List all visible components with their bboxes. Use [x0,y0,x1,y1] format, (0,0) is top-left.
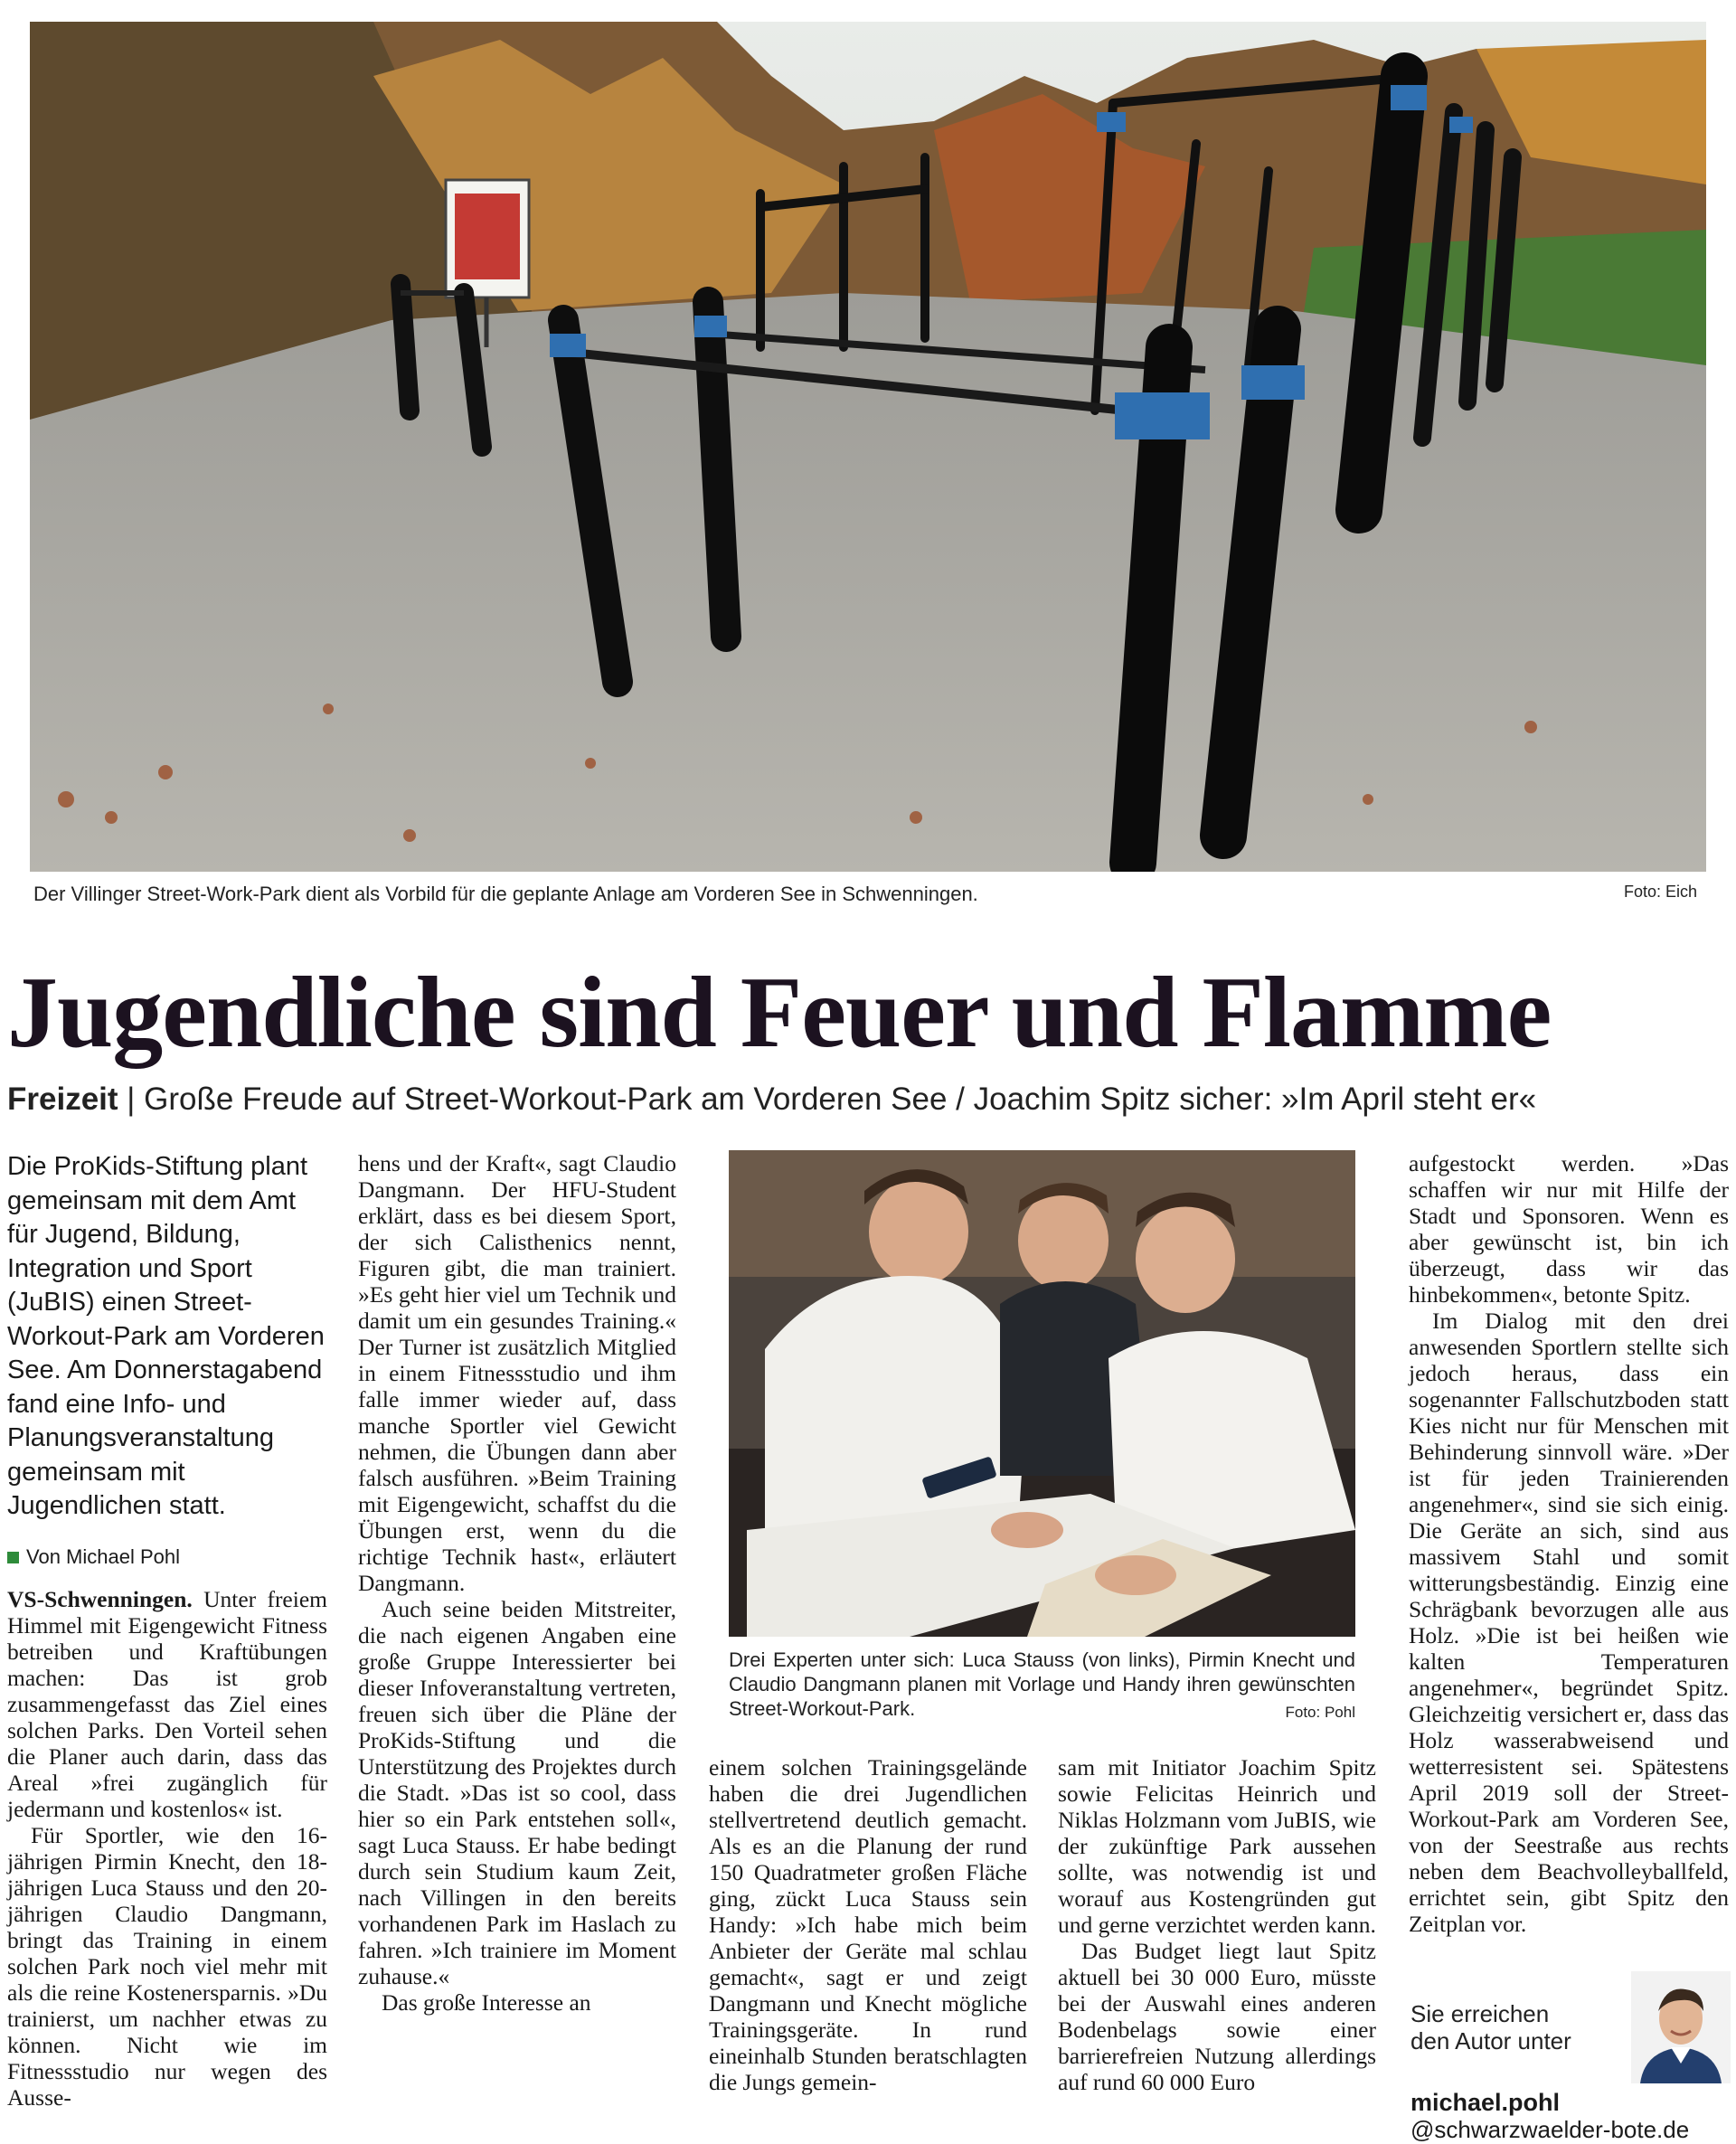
author-contact-prompt [1410,2000,1571,2054]
article-subline [7,1081,1725,1118]
author-email-name[interactable]: michael.pohl [1410,2089,1561,2116]
inset-photo [729,1150,1355,1637]
section-kicker: Freizeit [7,1081,118,1117]
paragraph: Für Sportler, wie den 16-jährigen Pirmin Knecht, den 18-jährigen Luca Stauss und den 20-jährigen Claudio Dangmann, bringt das Training in einem solchen Park noch viel mehr mit als die reine Kostenersparnis. »Du trainierst, um nachher etwas zu können. Nicht wie im Fitnessstudio nur wegen des Ausse- [7,1821,327,2111]
author-contact-line-2: den Autor unter [1410,2027,1571,2054]
article-column-5 [1409,1150,1729,1937]
main-photo [30,22,1706,872]
paragraph: Das große Interesse an [382,1989,591,2016]
article-column-4 [1058,1754,1376,2095]
three-young-men-illustration [729,1150,1355,1637]
paragraph: einem solchen Trainingsgelände haben die drei Jugendlichen stellvertretend deutlich gemacht. Als es an die Planung der rund 150 Quadratmeter großen Fläche ging, zückt Luca Stauss sein Handy: »Ich habe mich beim Anbieter der Geräte mal schlau gemacht«, sagt er und zeigt Dangmann und Knecht mögliche Trainingsgeräte. In rund eineinhalb Stunden beratschlagten die Jungs gemein- [709,1754,1027,2095]
article-column-1 [7,1150,327,2111]
paragraph: Auch seine beiden Mitstreiter, die nach eigenen Angaben eine große Gruppe Interessierter bei dieser Infoveranstaltung vertreten, freuen sich über die Pläne der ProKids-Stiftung und die Unterstützung des Projektes durch die Stadt. »Das ist so cool, dass hier so ein Park entstehen soll«, sagt Luca Stauss. Er habe bedingt durch sein Studium kaum Zeit, nach Villingen in den bereits vorhandenen Park im Haslach zu fahren. »Ich trainiere im Moment zuhause.« [358,1596,676,1989]
author-contact-line-1: Sie erreichen [1410,2000,1550,2027]
inset-photo-credit: Foto: Pohl [1285,1704,1355,1721]
article-lead: Die ProKids-Stiftung plant gemeinsam mit dem Amt für Jugend, Bildung, Integration und Sport (JuBIS) einen Street-Workout-Park am Vorderen See. Am Donnerstagabend fand eine Info- und Planungsveranstaltung gemeinsam mit Jugendlichen statt. [7,1152,325,1520]
dateline: VS-Schwenningen. [7,1585,193,1612]
author-email-domain[interactable]: @schwarzwaelder-bote.de [1410,2116,1690,2143]
paragraph: Im Dialog mit den drei anwesenden Sportlern stellte sich jedoch heraus, dass ein sogenannter Fallschutzboden statt Kies nicht nur für Menschen mit Behinderung sinnvoll wäre. »Der ist für jeden Trainierenden angenehmer«, sind sie sich einig. Die Geräte an sich, sind aus massivem Stahl und somit witterungsbeständig. Einzig eine Schrägbank bevorzugen alle aus Holz. »Die ist bei heißen wie kalten Temperaturen angenehmer«, begründet Spitz. Gleichzeitig versichert er, dass das Holz wasserabweisend und wetterresistent sei. Spätestens April 2019 soll der Street-Workout-Park am Vorderen See, von der Seestraße aus rechts neben dem Beachvolleyballfeld, errichtet sein, gibt Spitz den Zeitplan vor. [1409,1308,1729,1937]
article-column-2 [358,1150,676,2016]
author-contact-box [1410,1971,1731,2143]
main-photo-caption-text: Der Villinger Street-Work-Park dient als Vorbild für die geplante Anlage am Vorderen See in Schwenningen. [33,883,978,905]
paragraph: aufgestockt werden. »Das schaffen wir nur mit Hilfe der Stadt und Sponsoren. Wenn es aber gewünscht ist, bin ich überzeugt, dass wir das hinbekommen«, betonte Spitz. [1409,1150,1729,1308]
byline-author: Von Michael Pohl [26,1544,180,1568]
inset-photo-caption-text: Drei Experten unter sich: Luca Stauss (von links), Pirmin Knecht und Claudio Dangmann planen mit Vorlage und Handy ihren gewünschten Street-Workout-Park. [729,1648,1355,1720]
subline-text: Große Freude auf Street-Workout-Park am Vorderen See / Joachim Spitz sicher: »Im April steht er« [144,1081,1537,1117]
byline-square-icon [7,1552,19,1563]
paragraph: hens und der Kraft«, sagt Claudio Dangmann. Der HFU-Student erklärt, dass es bei diesem Sport, der sich Calisthenics nennt, Figuren gibt, die man trainiert. »Es geht hier viel um Technik und damit um ein gesundes Training.« Der Turner ist zusätzlich Mitglied in einem Fitnessstudio und ihm falle immer wieder auf, dass manche Sportler viel Gewicht nehmen, die Übungen dann aber falsch ausführen. »Beim Training mit Eigengewicht, schaffst du die Übungen erst, wenn du die richtige Technik hast«, erläutert Dangmann. [358,1150,676,1596]
article-headline: Jugendliche sind Feuer und Flamme [7,957,1552,1069]
subline-separator: | [118,1081,145,1117]
main-photo-caption [33,883,1697,910]
paragraph [7,1586,327,1822]
paragraph: sam mit Initiator Joachim Spitz sowie Felicitas Heinrich und Niklas Holzmann vom JuBIS, wie der zukünftige Park aussehen sollte, was notwendig ist und worauf aus Kostengründen gut und gerne verzichtet werden kann. [1058,1754,1376,1938]
author-portrait [1631,1971,1731,2083]
byline [7,1544,327,1570]
paragraph-text: Unter freiem Himmel mit Eigengewicht Fitness betreiben und Kraftübungen machen: Das ist grob zusammengefasst das Ziel eines solchen Parks. Den Vorteil sehen die Planer auch darin, dass das Areal »frei zugänglich für jedermann und kostenlos« ist. [7,1585,327,1822]
paragraph: Das Budget liegt laut Spitz aktuell bei 30 000 Euro, müsste bei der Auswahl eines anderen Bodenbelags sowie einer barrierefreien Nutzung allerdings auf rund 60 000 Euro [1058,1938,1376,2095]
inset-photo-caption [729,1648,1355,1724]
article-column-3 [709,1754,1027,2095]
street-workout-park-illustration [30,22,1706,872]
main-photo-credit: Foto: Eich [1623,883,1697,901]
